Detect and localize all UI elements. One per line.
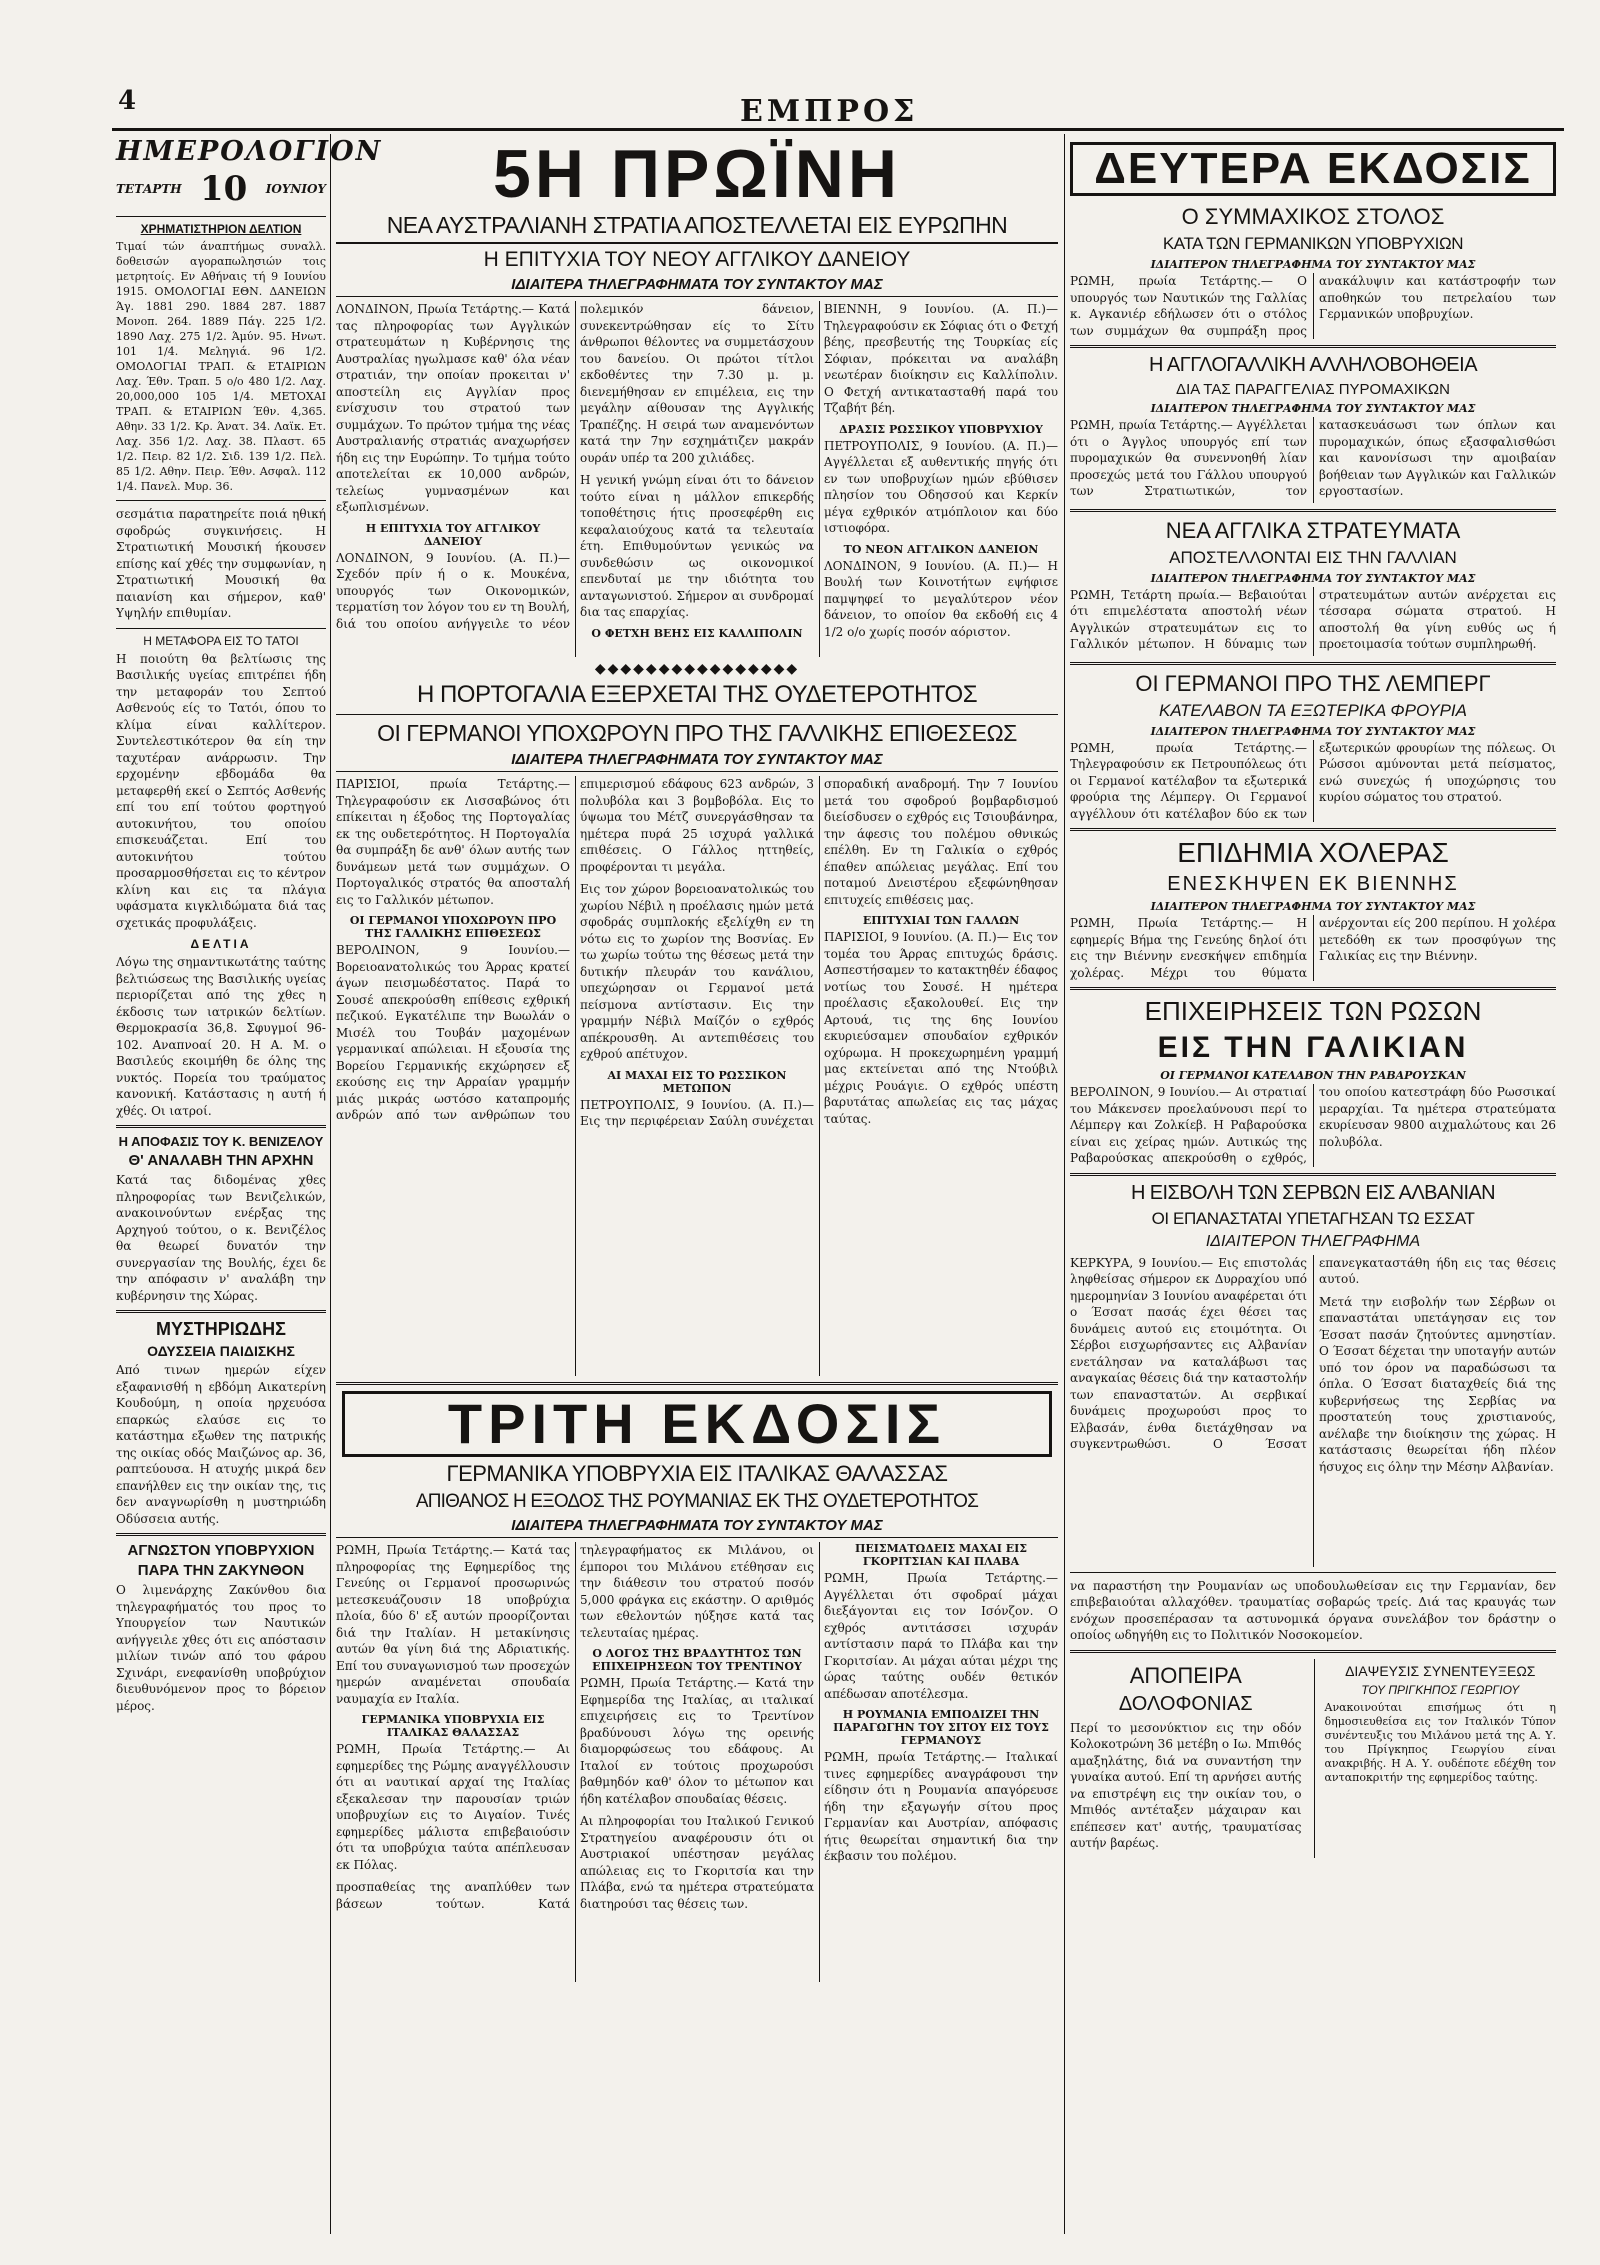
story-italian-seas: ΡΩΜΗ, Πρωία Τετάρτης.— Αι εφημερίδες της Ρώμης αναγγέλλουσιν ότι αι ναυτικαί αρχαί της Ιταλίας εξεκαλεσαν την παρουσίαν τριών υποβρυχίων εις το Αιγαίον. Τινές εφημερίδες μάλιστα επιβεβαιούσιν ότι τα υποβρύχια ταύτα απέπλευσαν εκ Πόλας. bbox=[336, 1742, 570, 1872]
story-milan: προσπαθείας της αναπλύθεν των βάσεων τούτων. Κατά τηλεγραφήματος εκ Μιλάνου, οι έμποροι του Μιλάνου ετέθησαν εις την διάθεσιν του στρατού ποσόν 5,000 φράγκα εις εκάστην. Ο αριθμός των εθελοντών ηύξησε κατά τας τελευταίας ημέρας. bbox=[336, 1543, 814, 1911]
fleet-heading: Ο ΣΥΜΜΑΧΙΚΟΣ ΣΤΟΛΟΣ bbox=[1181, 204, 1445, 229]
story-loan-opinion: Η γενική γνώμη είναι ότι το δάνειον τούτο είναι η μάλλον επικερδής τοποθέτησις ήτις προσεφέρθη εις κεφαλαιούχους κατά τα τελευταία έτη. Επιθυμούντων γενικώς να συνδεθώσιν ως οικονομικοί επενδυταί με την ιδιότητα του ανταγωνιστού. Σήμερον αι συνδρομαί δια τας επαρχίας. bbox=[580, 473, 814, 619]
zakynthos-heading: ΑΓΝΩΣΤΟΝ ΥΠΟΒΡΥΧΙΟΝ bbox=[127, 1542, 315, 1559]
calendar-title: ΗΜΕΡΟΛΟΓΙΟΝ bbox=[116, 136, 383, 167]
cholera-text: ΡΩΜΗ, Πρωία Τετάρτης.— Η εφημερίς Βήμα της Γενεύης δηλοί ότι εις την Βιέννην ενεσκήψεν επιδημία χολέρας. Μέχρι του θύματα ανέρχονται είς 200 περίπου. Η χολέρα μετεδόθη εκ των προσφύγων της Γαλικίας εις την Βιέννην. bbox=[1070, 916, 1556, 980]
gorizia-label: ΠΕΙΣΜΑΤΩΔΕΙΣ ΜΑΧΑΙ ΕΙΣ ΓΚΟΡΙΤΣΙΑΝ ΚΑΙ ΠΛΑΒΑ bbox=[854, 1542, 1028, 1568]
galicia-story bbox=[1070, 1084, 1556, 1167]
telegram-label: ΙΔΙΑΙΤΕΡΟΝ ΤΗΛΕΓΡΑΦΗΜΑ ΤΟΥ ΣΥΝΤΑΚΤΟΥ ΜΑΣ bbox=[1150, 724, 1476, 738]
month: ΙΟΥΝΙΟΥ bbox=[265, 182, 326, 196]
aid-subheading: ΔΙΑ ΤΑΣ ΠΑΡΑΓΓΕΛΙΑΣ ΠΥΡΟΜΑΧΙΚΩΝ bbox=[1176, 381, 1450, 398]
troops-text: ΡΩΜΗ, Τετάρτη πρωία.— Βεβαιούται ότι επιμελέστατα αποστολή νέων Αγγλικών στρατευμάτων εις το Γαλλικόν μέτωπον. Η δύναμις των στρατευμάτων αυτών ανέρχεται εις τέσσαρα σώματα στρατού. Η αποστολή θα γίνη ευθύς ως ή προετοιμασία τούτων συμπληρωθή. bbox=[1070, 587, 1556, 651]
day-number: 10 bbox=[200, 169, 248, 209]
cholera-story bbox=[1070, 915, 1556, 981]
prince-story bbox=[1314, 1659, 1557, 1858]
story-neuville: Εις τον χώρον βορειοανατολικώς του χωρίου Νέβιλ η προέλασις ημών μετά σφοδράς συμπλοκής εξελίχθη εν τη νότω εις το χωρίον της Βοσνίας. Εν τω χωρίω τούτω της θέσεως μετά την δυτικήν πλευράν του κανάλιου, υπεχώρησαν οι Γερμανοί μετά πείσμονα αντίστασιν. Εις την γραμμήν Νέβιλ Μαίζόν ο εχθρός απέκρουσθη. Αι αντεπιθέσεις του εχθρού απέτυχον. bbox=[580, 882, 814, 1061]
divider bbox=[336, 714, 1058, 715]
morning-stories bbox=[336, 301, 1058, 657]
bottom-stories bbox=[1070, 1659, 1556, 1858]
trentino-label: Ο ΛΟΓΟΣ ΤΗΣ ΒΡΑΔΥΤΗΤΟΣ ΤΩΝ ΕΠΙΧΕΙΡΗΣΕΩΝ ΤΟΥ ΤΡΕΝΤΙΝΟΥ bbox=[592, 1647, 802, 1673]
story-fethi: ΒΙΕΝΝΗ, 9 Ιουνίου. (Α. Π.)— Τηλεγραφούσιν εκ Σόφιας ότι ο Φετχή βέης, πρεσβευτής της Τουρκίας είς Σόφιαν, πρόκειται να αναλάβη νεωτέραν διοίκησιν εις Καλλίπολιν. Ο Φετχή αντικατασταθή παρά του Τζαβήτ βέη. bbox=[824, 302, 1058, 415]
aid-text: ΡΩΜΗ, πρωία Τετάρτης.— Αγγέλλεται ότι ο Άγγλος υπουργός επί των πυρομαχικών θα συνεννοηθή λίαν προσεχώς μετά του Γάλλου υπουργού των Στρατιωτικών, τον κατασκευάσωσι των όπλων και πυρομαχικών, όπως εξασφαλισθώσι και κανονίσωσι την αμοιβαίαν βοήθειαν των Αγγλικών και Γαλλικών εργοστασίων. bbox=[1070, 418, 1556, 498]
lemberg-heading: ΟΙ ΓΕΡΜΑΝΟΙ ΠΡΟ ΤΗΣ ΛΕΜΠΕΡΓ bbox=[1135, 670, 1491, 696]
fleet-text: ΡΩΜΗ, πρωία Τετάρτης.— Ο υπουργός των Ναυτικών της Γαλλίας κ. Αγκανιέρ εδήλωσεν ότι ο στόλος των συμμάχων θα συμπράξη προς ανακάλυψιν και κατάστροφήν των αποθηκών του πετρελαίου των Γερμανικών υποβρυχίων. bbox=[1070, 274, 1556, 338]
prince-subheading: ΤΟΥ ΠΡΙΓΚΗΠΟΣ ΓΕΩΡΓΙΟΥ bbox=[1361, 1682, 1520, 1697]
divider bbox=[116, 1310, 326, 1313]
ornament-divider: ◆◆◆◆◆◆◆◆◆◆◆◆◆◆◆◆ bbox=[594, 661, 800, 677]
war-stories bbox=[336, 776, 1058, 1376]
divider bbox=[1070, 828, 1556, 831]
story-trentino: ΡΩΜΗ, Πρωία Τετάρτης.— Κατά την Εφημερίδα της Ιταλίας, αι ιταλικαί επιχειρήσεις εις το Τρεντίνον βραδύνουσι λόγω της ορεινής διαμορφώσεως του εδάφους. Αι Ιταλοί εν τούτοις προχωρούσι βαθμηδόν καθ' όλον το μέτωπον και ήδη κατέλαβον σπουδαίας θέσεις. bbox=[580, 1676, 814, 1806]
zakynthos-text: Ο λιμενάρχης Ζακύνθου δια τηλεγραφήματός του προς το Υπουργείον των Ναυτικών ανήγγειλε χθες ότι εις απόστασιν μιλίων τινών από του φάρου Σχινάρι, ενεφανίσθη υποβρύχιον διευθυνόμενον προς το βόρειον μέρος. bbox=[116, 1583, 326, 1713]
story-romania-wheat: ΡΩΜΗ, πρωία Τετάρτης.— Ιταλικαί τινες εφημερίδες αναγράφουσι την είδησιν ότι η Ρουμανία απαγόρευσε ήδη την εξαγωγήν σίτου προς Γερμανίαν και Αυστρίαν, απόφασις ήτις θεωρείται σημαντική δια την έκβασιν του πολέμου. bbox=[824, 1750, 1058, 1863]
story-berlin: ΒΕΡΟΛΙΝΟΝ, 9 Ιουνίου.— Βορειοανατολικώς του Άρρας κρατεί άγων πεισμωδέστατος. Παρά το Σουσέ απεκρούσθη επίθεσις εχθρική πεζικού. Εγκατέλιπε την Βωωλάν ο Μισέλ του Τουβάν μαχομένων γερμανικαί απώλειαι. Η εξουσία της Βορείου Γερμανικής εκχώρησεν εξ εκούσης εις την Αρραίαν γραμμήν μιάς μικράς ωστόσο καταπρομής ανδρών από των ανθρώπων του επιμερισμού εδάφους 623 ανδρών, 3 πολυβόλα και 3 βομβοβόλα. Εις το ύψωμα του Μέτζ συνεργάσθησαν τα ημέτερα πυρά 25 ισχυρά γαλλικά επιθέσεις. Ο Γάλλος ηττηθείς, προφέρονται τι μεγάλα. bbox=[336, 777, 814, 1122]
new-loan-label: ΤΟ ΝΕΟΝ ΑΓΓΛΙΚΟΝ ΔΑΝΕΙΟΝ bbox=[843, 542, 1039, 556]
deltia-text: Λόγω της σημαντικωτάτης ταύτης βελτιώσεως της Βασιλικής υγείας περιορίζεται από της χθες η έκδοσις των ιατρικών δελτίων. Θερμοκρασία 36,8. Σφυγμοί 96-102. Αναπνοαί 20. Η Α. Μ. ο Βασιλεύς εκοιμήθη δε όλης της νυκτός. Πορεία του τραύματος κανονική. Κατάστασις η αυτή ή χθές. Οι ιατροί. bbox=[116, 955, 326, 1118]
galicia-subheading: ΕΙΣ ΤΗΝ ΓΑΛΙΚΙΑΝ bbox=[1157, 1031, 1469, 1064]
story-isonzo: Αι πληροφορίαι του Ιταλικού Γενικού Στρατηγείου αναφέρουσιν ότι οι Αυστριακοί υπέστησαν μεγάλας απώλειας εις το Γκοριτσία και την Πλάβα, ενώ τα ημέτερα στρατεύματα διατηρούσι τας θέσεις των. bbox=[580, 1814, 814, 1911]
divider bbox=[1070, 509, 1556, 512]
telegram-label: ΙΔΙΑΙΤΕΡΑ ΤΗΛΕΓΡΑΦΗΜΑΤΑ ΤΟΥ ΣΥΝΤΑΚΤΟΥ ΜΑΣ bbox=[336, 276, 1058, 297]
page-number: 4 bbox=[118, 86, 137, 116]
telegram-label: ΙΔΙΑΙΤΕΡΟΝ ΤΗΛΕΓΡΑΦΗΜΑ ΤΟΥ ΣΥΝΤΑΚΤΟΥ ΜΑΣ bbox=[1150, 402, 1476, 415]
second-edition-heading: ΔΕΥΤΕΡΑ ΕΚΔΟΣΙΣ bbox=[1070, 142, 1556, 196]
prince-text: Ανακοινούται επισήμως ότι η δημοσιευθείσα εις τον Ιταλικόν Τύπον συνέντευξις του Μιλάνου μετά της Α. Υ. του Πρίγκηπος Γεωργίου είναι ανακριβής. Η Α. Υ. ουδέποτε εδέχθη τον ανταποκριτήν της εφημερίδος ταύτης. bbox=[1324, 1700, 1556, 1784]
albania-text-2: Μετά την εισβολήν των Σέρβων οι επαναστάται υπετάγησαν εις τον Έσσατ πασάν ζητούντες αμνηστίαν. Ο Έσσατ δέχεται την υποταγήν αυτών υπό τον όρον να παραδώσωσι τα όπλα. Ο Έσσατ διαταχθείς διά της κυβερνήσεως της Σερβίας να προστατεύη τους χριστιανούς, ανέλαβε την διοίκησιν της χώρας. Η κατάστασις θεωρείται ήδη πλέον ήσυχος εις όλην την Μέσην Αλβανίαν. bbox=[1319, 1294, 1556, 1474]
tatoi-text: Η ποιούτη θα βελτίωσις της Βασιλικής υγείας επιτρέπει ήδη την μεταφοράν του Σεπτού Ασθενούς είς το Τατόι, όπου το κλίμα είναι καλλίτερον. Συντελεστικότερον θα είη την ταχυτέραν ανάρρωσιν. Την ερχομένην εβδομάδα θα μεταφερθή εκεί ο Σεπτός Ασθενής επί του επί τούτου φορτηγού αυτοκινήτου, του οποίου επισκευάζεται. Επί του αυτοκινήτου τούτου προσαρμοσθήσεται εις το κέντρον κλίνη και εις τα πλάγια υφάσματα κιγκλιδώματα διά τας σχετικάς προφυλάξεις. bbox=[116, 651, 326, 930]
edition-heading: 5Η ΠΡΩΪΝΗ bbox=[493, 136, 901, 212]
troops-story bbox=[1070, 587, 1556, 656]
divider bbox=[116, 500, 326, 501]
galicia-text: ΒΕΡΟΛΙΝΟΝ, 9 Ιουνίου.— Αι στρατιαί του Μάκενσεν προελαύνουσι περί το Λέμπεργ και Ζολκίεβ. Η Ραβαρούσκα είναι εις χείρας ημών. Αυτικώς της Ραβαρούσκας απεκρούσθη ο εχθρός, του οποίου κατεστράφη δύο Ρωσσικαί μεραρχίαι. Τα ημέτερα στρατεύματα εκυρίευσαν 9800 αιχμαλώτους και 26 πολυβόλα. bbox=[1070, 1085, 1556, 1165]
tatoi-heading: Η ΜΕΤΑΦΟΡΑ ΕΙΣ ΤΟ ΤΑΤΟΙ bbox=[143, 633, 299, 648]
divider bbox=[1070, 662, 1556, 665]
italian-seas-label: ΓΕΡΜΑΝΙΚΑ ΥΠΟΒΡΥΧΙΑ ΕΙΣ ΙΤΑΛΙΚΑΣ ΘΑΛΑΣΣΑΣ bbox=[361, 1713, 545, 1739]
divider bbox=[116, 1125, 326, 1128]
second-edition-column bbox=[1070, 136, 1556, 2236]
albania-subheading: ΟΙ ΕΠΑΝΑΣΤΑΤΑΙ ΥΠΕΤΑΓΗΣΑΝ ΤΩ ΕΣΣΑΤ bbox=[1151, 1208, 1475, 1228]
column-divider bbox=[330, 134, 331, 2234]
lemberg-story bbox=[1070, 740, 1556, 823]
odyssey-heading: ΜΥΣΤΗΡΙΩΔΗΣ bbox=[156, 1319, 286, 1339]
galicia-label: ΟΙ ΓΕΡΜΑΝΟΙ ΚΑΤΕΛΑΒΟΝ ΤΗΝ ΡΑΒΑΡΟΥΣΚΑΝ bbox=[1160, 1069, 1466, 1082]
russian-front-label: ΑΙ ΜΑΧΑΙ ΕΙΣ ΤΟ ΡΩΣΣΙΚΟΝ ΜΕΤΩΠΟΝ bbox=[607, 1068, 787, 1095]
lemberg-text: ΡΩΜΗ, πρωία Τετάρτης.— Τηλεγραφούσιν εκ Πετρουπόλεως ότι οι Γερμανοί κατέλαβον τα εξωτερικά φρούρια της Λέμπεργ. Οι Γερμανοί αγγέλλουν ότι κατέλαβον δύο εκ των εξωτερικών φρουρίων της πόλεως. Οι Ρώσσοι αμύνονται μετά πείσματος, ενώ συνεχώς ή υποχώρησις του κυρίου σώματος του στρατού. bbox=[1070, 740, 1556, 821]
french-success-label: ΕΠΙΤΥΧΙΑΙ ΤΩΝ ΓΑΛΛΩΝ bbox=[862, 914, 1020, 927]
aid-story bbox=[1070, 417, 1556, 503]
day-name: ΤΕΤΑΡΤΗ bbox=[116, 182, 182, 196]
exchange-text: Τιμαί τών άναπτήμως συναλλ. δοθεισών αγοραπωλησιών τοις μετρητοίς. Εν Αθήναις τή 9 Ιουνίου 1915. ΟΜΟΛΟΓΙΑΙ ΕΘΝ. ΔΑΝΕΙΩΝ Άγ. 1881 290. 1884 287. 1887 Μονοπ. 264. 1889 Πάγ. 225 1/2. 1890 Λαχ. 275 1/2. Άμύν. 95. Ηνωτ. 101 1/4. Μεληγιά. 96 1/2. ΟΜΟΛΟΓΙΑΙ ΤΡΑΠ. & ΕΤΑΙΡΙΩΝ Λαχ. Έθν. Τραπ. 5 ο/ο 480 1/2. Λαχ. 20,000,000 105 1/4. ΜΕΤΟΧΑΙ ΤΡΑΠ. & ΕΤΑΙΡΙΩΝ Έθν. 4,365. Αθην. 33 1/2. Κρ. Άνατ. 34. Λαϊκ. Ετ. Λαχ. 356 1/2. Λαχ. 38. Πλαστ. 65 1/2. Πειρ. 82 1/2. Σιδ. 139 1/2. Πελ. 85 1/2. Αθην. Πειρ. Έθν. Ασφαλ. 112 1/4. Πανελ. Μυρ. 36. bbox=[116, 240, 326, 493]
newspaper-masthead: ΕΜΠΡΟΣ bbox=[740, 94, 919, 129]
headline-german-retreat: ΟΙ ΓΕΡΜΑΝΟΙ ΥΠΟΧΩΡΟΥΝ ΠΡΟ ΤΗΣ ΓΑΛΛΙΚΗΣ ΕΠΙΘΕΣΕΩΣ bbox=[377, 720, 1017, 746]
venizelos-text: Κατά τας διδομένας χθες πληροφορίας των Βενιζελικών, ανακοινούντων ενέρξας της Αρχηγού τούτου, ο κ. Βενιζέλος θα θεωρεί δυνατόν την συνεργασίαν της Βουλής, έχει δε την απόφασιν ν' αναλάβη την κυβέρνησιν της Χώρας. bbox=[116, 1173, 326, 1303]
divider bbox=[336, 1382, 1058, 1385]
divider bbox=[1070, 1173, 1556, 1176]
submarine-label: ΔΡΑΣΙΣ ΡΩΣΣΙΚΟΥ ΥΠΟΒΡΥΧΙΟΥ bbox=[839, 422, 1043, 436]
aid-heading: Η ΑΓΓΛΟΓΑΛΛΙΚΗ ΑΛΛΗΛΟΒΟΗΘΕΙΑ bbox=[1148, 354, 1478, 376]
attempt-text: Περί το μεσονύκτιον εις την οδόν Κολοκοτρώνη 36 μετέβη ο Ιω. Μπιθός αμαξηλάτης, διά να συναντήση την γυναίκα αυτού. Επί τη αρνήσει αυτής να επιστρέψη εις την οικίαν του, ο Μπιθός αντέταξεν μάχαιραν και επέπεσεν κατ' αυτής, τραυματίσας αυτήν βαρέως. bbox=[1070, 1720, 1302, 1850]
lemberg-subheading: ΚΑΤΕΛΑΒΟΝ ΤΑ ΕΞΩΤΕΡΙΚΑ ΦΡΟΥΡΙΑ bbox=[1158, 700, 1467, 720]
odyssey-subheading: ΟΔΥΣΣΕΙΑ ΠΑΙΔΙΣΚΗΣ bbox=[147, 1343, 295, 1359]
odyssey-text: Από τινων ημερών είχεν εξαφανισθή η εβδόμη Αικατερίνη Κουδούμη, η οποία ηρχευόσα επαρκώς ελαύσε εις το κατάστημα εξωθεν της πατρικής της οικίας οδός Μαιζώνος αρ. 36, ραπτεύουσα. Η ατυχής μικρά δεν επανήλθεν εις την οικίαν της, τις δεν αναγνωρίσθη η μυστηριώδη Οδύσσεια αυτής. bbox=[116, 1363, 326, 1526]
prince-heading: ΔΙΑΨΕΥΣΙΣ ΣΥΝΕΝΤΕΥΞΕΩΣ bbox=[1345, 1662, 1536, 1679]
headline-australian-army: ΝΕΑ ΑΥΣΤΡΑΛΙΑΝΗ ΣΤΡΑΤΙΑ ΑΠΟΣΤΕΛΛΕΤΑΙ ΕΙΣ ΕΥΡΩΠΗΝ bbox=[336, 212, 1058, 244]
telegram-label: ΙΔΙΑΙΤΕΡΑ ΤΗΛΕΓΡΑΦΗΜΑΤΑ ΤΟΥ ΣΥΝΤΑΚΤΟΥ ΜΑΣ bbox=[336, 1517, 1058, 1538]
fleet-subheading: ΚΑΤΑ ΤΩΝ ΓΕΡΜΑΝΙΚΩΝ ΥΠΟΒΡΥΧΙΩΝ bbox=[1162, 234, 1464, 253]
column-divider bbox=[1064, 134, 1065, 2234]
third-edition-heading: ΤΡΙΤΗ ΕΚΔΟΣΙΣ bbox=[342, 1391, 1052, 1457]
story-loan: ΛΟΝΔΙΝΟΝ, 9 Ιουνίου. (Α. Π.)— Σχεδόν πρίν ή ο κ. Μουκένα, υπουργός των Οικονομικών, τερματίση τον λόγον του εν τη Βουλή, διά του οποίου ανήγγειλε το νέον πολεμικόν δάνειον, συνεκεντρώθησαν είς το Σίτυ άνθρωποι θέλοντες να συμμετάσχουν του δανείου. Οι πρώτοι τίτλοι εκδοθέντες την 7.30 μ. μ. διενεμήθησαν εν επιμέλεια, εις την μεγάλην αίθουσαν της Αγγλικής Τραπέζης. Η σειρά των αναμενόντων κατά την 7ην εσχημάτιζεν μακράν ουράν υπέρ τα 200 χιλιάδες. bbox=[336, 302, 814, 631]
main-news-column bbox=[336, 136, 1058, 2236]
story-australian-army: ΛΟΝΔΙΝΟΝ, Πρωία Τετάρτης.— Κατά τας πληροφορίας των Αγγλικών στρατευμάτων η Κυβέρνησις της Αυστραλίας ηγωλμασε καθ' όλα νέαν στρατιάν, την οποίαν προκειται ν' αποστείλη εις Αγγλίαν προς ενίσχυσιν του στρατού των συμμάχων. Το πρώτον τμήμα της νέας Αυστραλιανής στρατιάς αναχωρήσεν ήδη εις την Ευρώπην. Το τμήμα τούτο αποτελείται εκ 10,000 ανδρών, τελείως γυμνασμένων και εξωπλισμένων. bbox=[336, 302, 570, 514]
loan-label: Η ΕΠΙΤΥΧΙΑ ΤΟΥ ΑΓΓΛΙΚΟΥ ΔΑΝΕΙΟΥ bbox=[365, 521, 541, 548]
top-rule bbox=[112, 128, 1564, 131]
attempt-heading: ΑΠΟΠΕΙΡΑ bbox=[1129, 1662, 1242, 1688]
divider bbox=[1070, 1650, 1556, 1653]
story-gorizia: ΡΩΜΗ, Πρωία Τετάρτης.— Αγγέλλεται ότι σφοδραί μάχαι διεξάγονται εις τον Ισόνζον. Ο εχθρός αντιτάσσει ισχυράν αντίστασιν παρά το Πλάβα και την Γκοριτσίαν. Αι μάχαι αύται μέχρι της ώρας ταύτης ουδέν θετικόν απέδωσαν αποτέλεσμα. bbox=[824, 1571, 1058, 1701]
divider bbox=[1070, 987, 1556, 990]
telegram-label: ΙΔΙΑΙΤΕΡΟΝ ΤΗΛΕΓΡΑΦΗΜΑ ΤΟΥ ΣΥΝΤΑΚΤΟΥ ΜΑΣ bbox=[1150, 900, 1476, 913]
dateline bbox=[116, 167, 326, 211]
headline-english-loan: Η ΕΠΙΤΥΧΙΑ ΤΟΥ ΝΕΟΥ ΑΓΓΛΙΚΟΥ ΔΑΝΕΙΟΥ bbox=[483, 248, 911, 271]
albania-text: ΚΕΡΚΥΡΑ, 9 Ιουνίου.— Εις επιστολάς ληφθείσας σήμερον εκ Δυρραχίου υπό ημερομηνίαν 3 Ιουνίου αναφέρεται ότι ο Έσσατ πασάς έχει θέσει τας δυνάμεις αυτού εις ετοιμότητα. Οι Σέρβοι εισχωρήσαντες εις Αλβανίαν ενετάλησαν να καταλάβωσι τας αναγκαίας θέσεις διά την καταστολήν των επαναστατών. Αι σερβικαί δυνάμεις προχωρούσι προς το Ελβασάν, ένθα διετάχθησαν να συγκεντρωθώσι. Ο Έσσατ επανεγκαταστάθη ήδη εις τας θέσεις αυτού. bbox=[1070, 1255, 1556, 1451]
music-text: σεσμάτια παρατηρείτε ποιά ηθική σφοδρώς συγκινήσεις. Η Στρατιωτική Μουσική ήκουσεν επίσης καί χθές την συμφωνίαν, η Στρατιωτική Μουσική θα παιανίση και σήμερον, καθ' Υψηλήν επιθυμίαν. bbox=[116, 507, 326, 620]
attempt-story bbox=[1070, 1659, 1302, 1858]
albania-heading: Η ΕΙΣΒΟΛΗ ΤΩΝ ΣΕΡΒΩΝ ΕΙΣ ΑΛΒΑΝΙΑΝ bbox=[1130, 1181, 1495, 1204]
headline-submarines-italy: ΓΕΡΜΑΝΙΚΑ ΥΠΟΒΡΥΧΙΑ ΕΙΣ ΙΤΑΛΙΚΑΣ ΘΑΛΑΣΣΑΣ bbox=[446, 1461, 948, 1486]
divider bbox=[1070, 345, 1556, 348]
story-new-loan: ΛΟΝΔΙΝΟΝ, 9 Ιουνίου. (Α. Π.)— Η Βουλή των Κοινοτήτων εψήφισε παμψηφεί το μεγαλύτερον νέον δάνειον, το οποίον θα εκδοθή εις 4 1/2 ο/ο χωρίς ποσόν αόριστον. bbox=[824, 558, 1058, 639]
galicia-heading: ΕΠΙΧΕΙΡΗΣΕΙΣ ΤΩΝ ΡΩΣΩΝ bbox=[1144, 996, 1482, 1026]
divider bbox=[116, 628, 326, 629]
romania-wheat-label: Η ΡΟΥΜΑΝΙΑ ΕΜΠΟΔΙΖΕΙ ΤΗΝ ΠΑΡΑΓΩΓΗΝ ΤΟΥ ΣΙΤΟΥ ΕΙΣ ΤΟΥΣ ΓΕΡΜΑΝΟΥΣ bbox=[833, 1708, 1049, 1747]
telegram-label: ΙΔΙΑΙΤΕΡΟΝ ΤΗΛΕΓΡΑΦΗΜΑ ΤΟΥ ΣΥΝΤΑΚΤΟΥ ΜΑΣ bbox=[1150, 258, 1476, 271]
retreat-label: ΟΙ ΓΕΡΜΑΝΟΙ ΥΠΟΧΩΡΟΥΝ ΠΡΟ ΤΗΣ ΓΑΛΛΙΚΗΣ ΕΠΙΘΕΣΕΩΣ bbox=[349, 914, 557, 940]
troops-subheading: ΑΠΟΣΤΕΛΛΟΝΤΑΙ ΕΙΣ ΤΗΝ ΓΑΛΛΙΑΝ bbox=[1169, 547, 1457, 567]
venizelos-subheading: Θ' ΑΝΑΛΑΒΗ ΤΗΝ ΑΡΧΗΝ bbox=[128, 1152, 314, 1169]
cholera-subheading: ΕΝΕΣΚΗΨΕΝ ΕΚ ΒΙΕΝΝΗΣ bbox=[1167, 873, 1459, 895]
divider bbox=[1070, 1572, 1556, 1573]
cholera-heading: ΕΠΙΔΗΜΙΑ ΧΟΛΕΡΑΣ bbox=[1177, 837, 1449, 868]
romania-continuation: να παραστήση την Ρουμανίαν ως υποδουλωθείσαν εις την Γερμανίαν, δεν επιβεβαιούται αλλαχόθεν. τραυματίας σοβαρώς τρείς. Διά τας κραυγάς των ενόχων προσεπέρασαν τα αστυνομικά όργανα συνελάβον τον δράστην ο οποίος ωδηγήθη εις το Πολιτικόν Νοσοκομείον. bbox=[1070, 1578, 1556, 1642]
headline-portugal: Η ΠΟΡΤΟΓΑΛΙΑ ΕΞΕΡΧΕΤΑΙ ΤΗΣ ΟΥΔΕΤΕΡΟΤΗΤΟΣ bbox=[416, 681, 978, 708]
zakynthos-subheading: ΠΑΡΑ ΤΗΝ ΖΑΚΥΝΘΟΝ bbox=[137, 1562, 305, 1579]
fleet-story bbox=[1070, 273, 1556, 339]
story-rome-submarines: ΡΩΜΗ, Πρωία Τετάρτης.— Κατά τας πληροφορίας της Εφημερίδος της Γενεύης οι Γερμανοί προσωρινώς μετεσκευάζουσιν 18 υποβρύχια πλοία, δύο δ' εξ αυτών προορίζονται διά την Ιταλίαν. Η μετακίνησις αυτών θα γίνη διά της Αδριατικής. Επί του συναγωνισμού των προσεχών ημερών αναμένεται σπουδαία ναυμαχία εν Ιταλία. bbox=[336, 1543, 570, 1706]
divider bbox=[116, 1533, 326, 1536]
exchange-heading: ΧΡΗΜΑΤΙΣΤΗΡΙΟΝ ΔΕΛΤΙΟΝ bbox=[140, 222, 302, 236]
attempt-subheading: ΔΟΛΟΦΟΝΙΑΣ bbox=[1118, 1692, 1253, 1715]
telegram-label: ΙΔΙΑΙΤΕΡΟΝ ΤΗΛΕΓΡΑΦΗΜΑ ΤΟΥ ΣΥΝΤΑΚΤΟΥ ΜΑΣ bbox=[1150, 571, 1476, 585]
story-petrograd: ΠΕΤΡΟΥΠΟΛΙΣ, 9 Ιουνίου. (Α. Π.)— Εις την περιφέρειαν Σαύλη συνέχεται σποραδική αναδρομή. Την 7 Ιουνίου μετά του σφοδρού βομβαρδισμού διείσδυσεν ο εχθρός εις Τσιουβάνηρα, την άφεσις του πολέμου οθνικώς επέλθη. Εν τη Γαλικία ο εχθρός έπαθεν απώλειας μεγάλας. Επί του ποταμού Δνειστέρου εξεφώνηθησαν επιτυχείς επιθέσεις μας. bbox=[580, 777, 1058, 1128]
story-paris: ΠΑΡΙΣΙΟΙ, 9 Ιουνίου. (Α. Π.)— Εις τον τομέα του Άρρας επιτυχώς δράσις. Ασπεστήσαμεν το κατακτηθέν έδαφος νοτίως του Σουσέ. Η ημέτερα προέλασις εξακολουθεί. Εις την Αρτουά, τις της 6ης Ιουνίου εκυριεύσαμεν σπουδαίον εχθρικόν οχύρωμα. Η προκεχωρημένη γραμμή μας εκτείνεται από της Ντούβιλ μέχρις Ρουάγιε. Ο εχθρός υπέστη βαρυτάτας απωλείας εις τας μάχας ταύτας. bbox=[824, 930, 1058, 1126]
albania-label: ΙΔΙΑΙΤΕΡΟΝ ΤΗΛΕΓΡΑΦΗΜΑ bbox=[1205, 1232, 1421, 1250]
calendar-column bbox=[116, 136, 383, 2236]
headline-romania: ΑΠΙΘΑΝΟΣ Η ΕΞΟΔΟΣ ΤΗΣ ΡΟΥΜΑΝΙΑΣ ΕΚ ΤΗΣ ΟΥΔΕΤΕΡΟΤΗΤΟΣ bbox=[415, 1491, 979, 1512]
fethi-label: Ο ΦΕΤΧΗ ΒΕΗΣ ΕΙΣ ΚΑΛΛΙΠΟΛΙΝ bbox=[591, 626, 803, 640]
divider bbox=[116, 216, 326, 217]
third-edition-stories bbox=[336, 1542, 1058, 1982]
deltia-heading: ΔΕΛΤΙΑ bbox=[190, 937, 252, 951]
venizelos-heading: Η ΑΠΟΦΑΣΙΣ ΤΟΥ Κ. ΒΕΝΙΖΕΛΟΥ bbox=[118, 1134, 324, 1149]
story-submarine: ΠΕΤΡΟΥΠΟΛΙΣ, 9 Ιουνίου. (Α. Π.)— Αγγέλλεται εξ αυθεντικής πηγής ότι εν των υποβρυχίων ημών εβύθισεν πλησίον του Οδησσού και Κερκίν μέγα εχθρικόν ατμόπλοιον και δύο ιστιοφόρα. bbox=[824, 438, 1058, 535]
troops-heading: ΝΕΑ ΑΓΓΛΙΚΑ ΣΤΡΑΤΕΥΜΑΤΑ bbox=[1165, 517, 1461, 543]
telegram-label: ΙΔΙΑΙΤΕΡΑ ΤΗΛΕΓΡΑΦΗΜΑΤΑ ΤΟΥ ΣΥΝΤΑΚΤΟΥ ΜΑΣ bbox=[336, 751, 1058, 772]
albania-story bbox=[1070, 1255, 1556, 1567]
story-portugal: ΠΑΡΙΣΙΟΙ, πρωία Τετάρτης.— Τηλεγραφούσιν εκ Λισσαβώνος ότι επίκειται η έξοδος της Πορτογαλίας εκ της ουδετερότητος. Η Πορτογαλία θα συμπράξη δε ανθ' όλων αυτής των δυνάμεων μετά των συμμάχων. Ο Πορτογαλικός στρατός θα αποσταλή εις το Γαλλικόν μέτωπον. bbox=[336, 777, 570, 907]
